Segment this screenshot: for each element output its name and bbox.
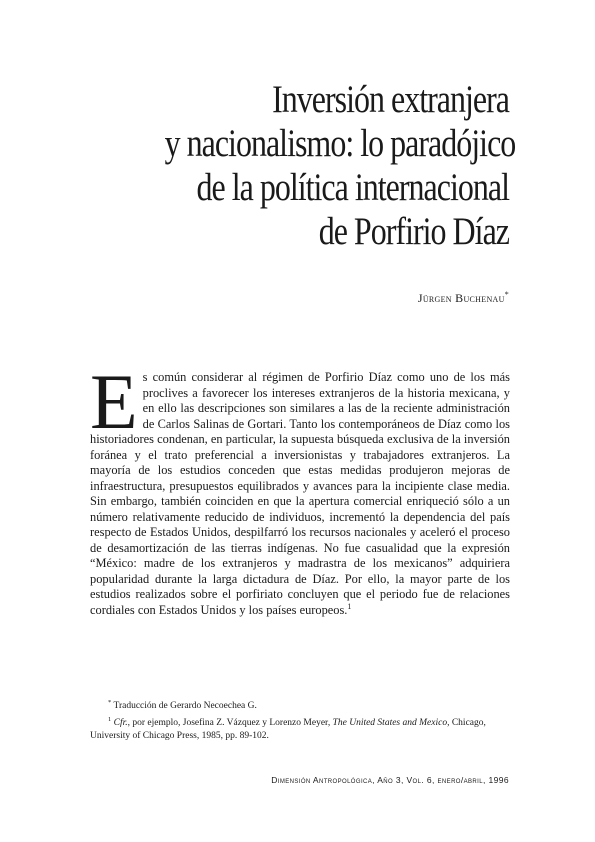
footnote-mark: *	[108, 699, 112, 706]
footnote-reference: 1	[347, 601, 352, 611]
footnote-text-a: , por ejemplo, Josefina Z. Vázquez y Lorenzo Meyer,	[127, 718, 333, 729]
title-line-2: y nacionalismo: lo paradójico	[164, 122, 516, 165]
footnote-translator	[90, 696, 510, 713]
author-footnote-mark: *	[504, 290, 509, 299]
title-line-1: Inversión extranjera	[272, 78, 509, 121]
title-line-3: de la política internacional	[196, 166, 509, 209]
drop-cap: E	[90, 358, 138, 445]
author-byline	[418, 290, 509, 306]
footnote-mark: 1	[108, 716, 112, 724]
footnote-cfr: Cfr.	[113, 718, 128, 729]
footnote-text: Traducción de Gerardo Necoechea G.	[113, 701, 257, 712]
footnote-1	[90, 713, 510, 743]
title-line-4: de Porfirio Díaz	[318, 210, 509, 253]
running-footer: Dimensión Antropológica, Año 3, Vol. 6, enero/abril, 1996	[271, 775, 509, 785]
article-body	[90, 358, 510, 618]
footnote-text-b: , Chicago, University of Chicago Press, 1985, pp. 89-102.	[90, 718, 486, 742]
footnotes	[90, 696, 510, 743]
author-name: Jürgen Buchenau	[417, 291, 505, 305]
body-paragraph: s común considerar al régimen de Porfirio Díaz como uno de los más proclives a favorecer los intereses extranjeros de la historia mexicana, y en ello las descripciones son similares a las de la reciente administración de Carlos Salinas de Gortari. Tanto los contemporáneos de Díaz como los historiadores condenan, en particular, la supuesta búsqueda exclusiva de la inversión foránea y el trato preferencial a inversionistas y trabajadores extranjeros. La mayoría de los estudios conceden que estas medidas produjeron mejoras de infraestructura, presupuestos equilibrados y avances para la incipiente clase media. Sin embargo, también coinciden en que la apertura comercial enriqueció sólo a un número relativamente reducido de individuos, incrementó la dependencia del país respecto de Estados Unidos, despilfarró los recursos nacionales y aceleró el proceso de desamortización de las tierras indígenas. No fue casualidad que la expresión “México: madre de los extranjeros y madrastra de los mexicanos” adquiriera popularidad durante la larga dictadura de Díaz. Por ello, la mayor parte de los estudios realizados sobre el porfiriato concluyen que el periodo fue de relaciones cordiales con Estados Unidos y los países europeos.	[90, 370, 510, 617]
article-title	[164, 78, 516, 254]
footnote-book-title: The United States and Mexico	[332, 718, 448, 729]
